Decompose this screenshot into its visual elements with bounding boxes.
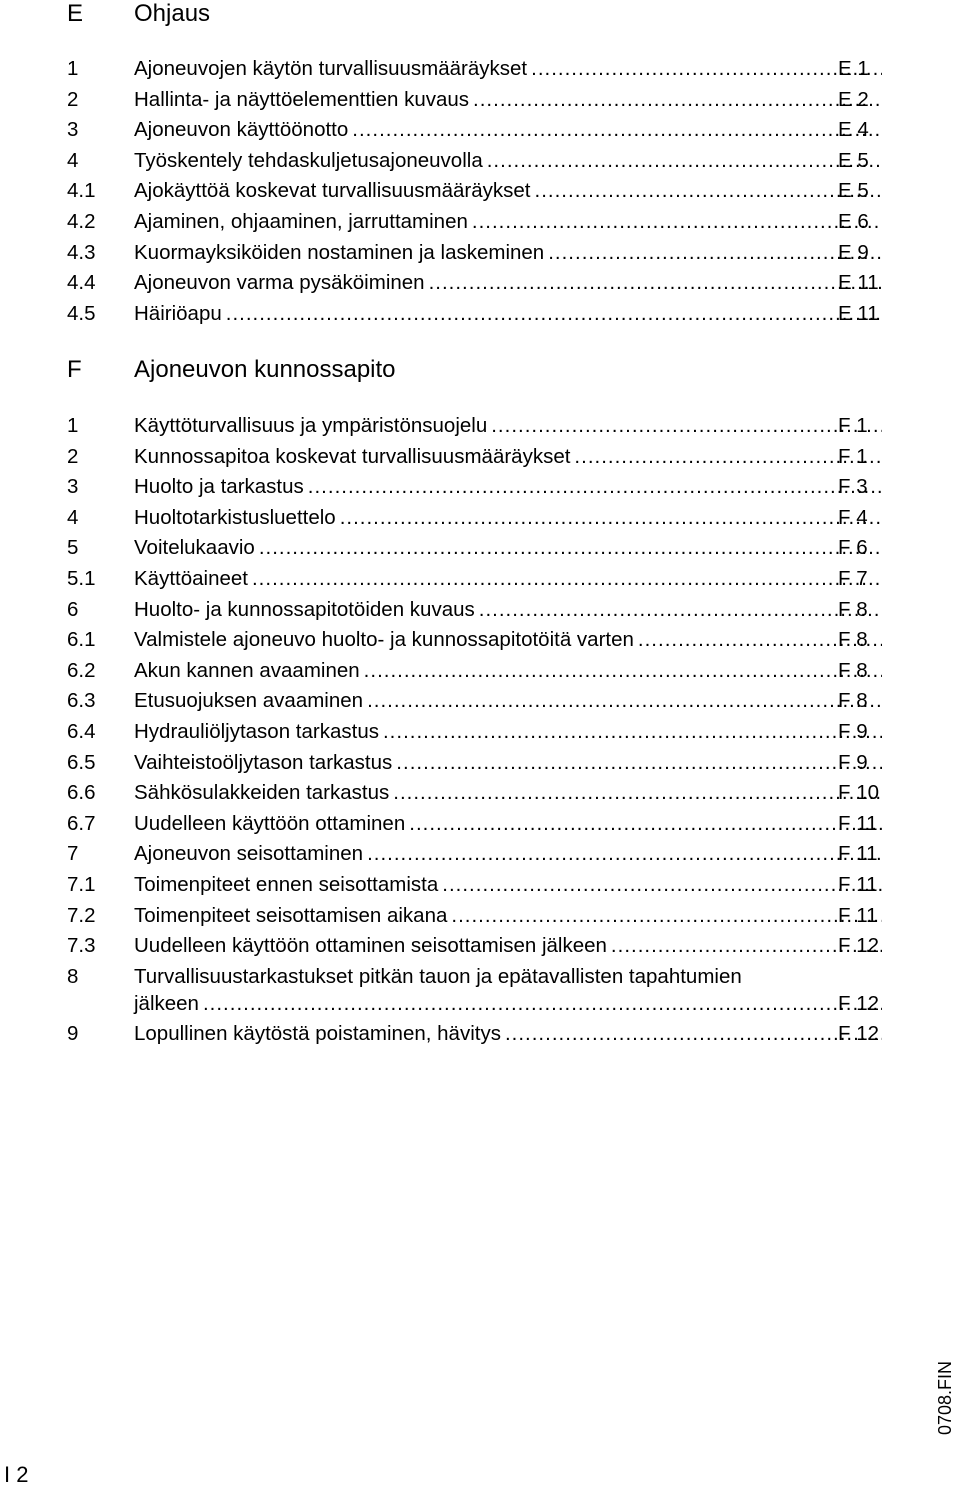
toc-entry-page: E 2 xyxy=(838,87,869,111)
toc-entry-number: 7 xyxy=(67,842,79,866)
toc-entry[interactable] xyxy=(0,533,960,564)
toc-entry-line xyxy=(134,533,884,564)
toc-entry-number: 4 xyxy=(67,148,79,172)
toc-entry-number: 6.1 xyxy=(67,628,96,652)
toc-entry-line xyxy=(134,207,884,238)
toc-entry-page: E 6 xyxy=(838,209,869,233)
toc-entry-title: Uudelleen käyttöön ottaminen xyxy=(134,811,406,835)
toc-entry[interactable] xyxy=(0,299,960,330)
toc-entry-page: F 1 xyxy=(838,414,868,437)
toc-entry-line xyxy=(134,268,884,299)
toc-entry[interactable] xyxy=(0,85,960,116)
toc-entry-page: F 8 xyxy=(838,597,868,621)
toc-entry-page: F 11 xyxy=(838,872,878,896)
dot-leader xyxy=(203,989,882,1020)
toc-entry-number: 4.2 xyxy=(67,209,96,233)
toc-entry[interactable] xyxy=(0,870,960,901)
toc-entry[interactable] xyxy=(0,411,960,442)
toc-entry-page: E 5 xyxy=(838,179,869,203)
toc-entry-line xyxy=(134,1019,884,1050)
toc-entry-line xyxy=(134,503,884,534)
dot-leader xyxy=(352,115,882,146)
toc-entry-line xyxy=(134,989,884,1020)
toc-entry-line xyxy=(134,839,884,870)
toc-entry-page: F 10 xyxy=(838,781,880,805)
toc-entry[interactable] xyxy=(0,748,960,779)
toc-entry[interactable] xyxy=(0,717,960,748)
toc-entry[interactable] xyxy=(0,686,960,717)
toc-entry-title: Turvallisuustarkastukset pitkän tauon ja epätavallisten tapahtumien xyxy=(134,964,742,988)
toc-entry-number: 4.1 xyxy=(67,179,96,203)
dot-leader xyxy=(226,299,882,330)
dot-leader xyxy=(383,717,882,748)
toc-entry-number: 6.5 xyxy=(67,750,96,774)
toc-entry-line xyxy=(134,146,884,177)
section-title: Ohjaus xyxy=(134,0,211,27)
dot-leader xyxy=(396,748,882,779)
toc-entry-number: 4.4 xyxy=(67,271,96,295)
toc-entry-number: 6.7 xyxy=(67,811,96,835)
dot-leader xyxy=(409,809,882,840)
dot-leader xyxy=(505,1019,882,1050)
toc-entry-number: 3 xyxy=(67,475,79,499)
toc-entry-page: F 4 xyxy=(838,505,868,529)
toc-entry[interactable] xyxy=(0,839,960,870)
section-title: Ajoneuvon kunnossapito xyxy=(134,356,396,383)
toc-entry-title: Hydrauliöljytason tarkastus xyxy=(134,719,379,743)
toc-entry-line xyxy=(134,238,884,269)
toc-entry-line xyxy=(134,625,884,656)
toc-entry-page: F 11 xyxy=(838,811,878,835)
document-code: 0708.FIN xyxy=(935,1360,955,1436)
dot-leader xyxy=(252,564,882,595)
toc-entry[interactable] xyxy=(0,503,960,534)
toc-entry-title: Ajoneuvon varma pysäköiminen xyxy=(134,271,425,295)
dot-leader xyxy=(548,238,882,269)
toc-entry-page: E 1 xyxy=(838,57,869,80)
toc-entry-number: 7.3 xyxy=(67,934,96,958)
section-letter: E xyxy=(67,0,84,27)
toc-entry[interactable] xyxy=(0,931,960,962)
toc-entry-title: Häiriöapu xyxy=(134,301,222,325)
toc-entry-line xyxy=(134,748,884,779)
toc-entry-number: 3 xyxy=(67,118,79,142)
toc-entry-title: Ajokäyttöä koskevat turvallisuusmääräykset xyxy=(134,179,531,203)
toc-entry-number: 9 xyxy=(67,1021,79,1045)
section-f-heading xyxy=(0,356,960,396)
toc-entry-line xyxy=(134,54,884,85)
toc-entry-line xyxy=(134,686,884,717)
toc-entry-title: Käyttöturvallisuus ja ympäristönsuojelu xyxy=(134,414,488,437)
toc-entry-line xyxy=(134,564,884,595)
toc-list-f xyxy=(0,411,960,1049)
toc-entry-title: Huolto- ja kunnossapitotöiden kuvaus xyxy=(134,597,475,621)
toc-entry-number: 5 xyxy=(67,536,79,560)
toc-entry[interactable] xyxy=(0,625,960,656)
toc-entry-title: Voitelukaavio xyxy=(134,536,255,560)
dot-leader xyxy=(364,656,882,687)
toc-entry-title: Sähkösulakkeiden tarkastus xyxy=(134,781,390,805)
dot-leader xyxy=(479,595,882,626)
toc-entry-line xyxy=(134,115,884,146)
toc-entry-line xyxy=(134,931,884,962)
toc-entry-page: E 4 xyxy=(838,118,869,142)
dot-leader xyxy=(451,901,882,932)
toc-entry[interactable] xyxy=(0,564,960,595)
toc-entry-number: 6 xyxy=(67,597,79,621)
toc-entry-page: F 11 xyxy=(838,903,878,927)
toc-entry-line xyxy=(134,472,884,503)
toc-entry-line xyxy=(134,809,884,840)
section-letter: F xyxy=(67,356,82,383)
toc-entry[interactable] xyxy=(0,115,960,146)
toc-entry-title: Akun kannen avaaminen xyxy=(134,658,360,682)
section-e-heading xyxy=(0,0,960,40)
dot-leader xyxy=(531,54,882,85)
toc-entry-number: 6.3 xyxy=(67,689,96,713)
toc-entry-title: Hallinta- ja näyttöelementtien kuvaus xyxy=(134,87,470,111)
toc-entry-title: Huoltotarkistusluettelo xyxy=(134,505,336,529)
dot-leader xyxy=(429,268,882,299)
toc-entry[interactable] xyxy=(0,778,960,809)
toc-entry-line xyxy=(134,595,884,626)
dot-leader xyxy=(340,503,882,534)
toc-entry[interactable] xyxy=(0,268,960,299)
dot-leader xyxy=(393,778,882,809)
toc-entry-title: Toimenpiteet ennen seisottamista xyxy=(134,872,439,896)
toc-entry-line xyxy=(134,411,884,442)
toc-entry-title: Kunnossapitoa koskevat turvallisuusmääräykset xyxy=(134,444,571,468)
toc-entry-page: F 9 xyxy=(838,719,868,743)
toc-entry-line xyxy=(134,442,884,473)
dot-leader xyxy=(473,85,882,116)
toc-entry-title: Toimenpiteet seisottamisen aikana xyxy=(134,903,448,927)
toc-entry[interactable] xyxy=(0,901,960,932)
toc-entry-line xyxy=(134,901,884,932)
toc-entry-title: Lopullinen käytöstä poistaminen, hävitys xyxy=(134,1021,501,1045)
toc-entry[interactable] xyxy=(0,146,960,177)
toc-entry-title: Uudelleen käyttöön ottaminen seisottamisen jälkeen xyxy=(134,934,607,958)
toc-entry-number: 8 xyxy=(67,964,79,988)
toc-entry-number: 1 xyxy=(67,57,79,80)
toc-entry[interactable] xyxy=(0,1019,960,1050)
toc-entry-number: 6.6 xyxy=(67,781,96,805)
toc-entry-page: F 12 xyxy=(838,1021,880,1045)
toc-entry-page: E 9 xyxy=(838,240,869,264)
dot-leader xyxy=(259,533,882,564)
toc-entry[interactable] xyxy=(0,54,960,85)
toc-entry-title-continued: jälkeen xyxy=(134,991,199,1015)
toc-entry-number: 6.2 xyxy=(67,658,96,682)
toc-entry-title: Valmistele ajoneuvo huolto- ja kunnossapitotöitä varten xyxy=(134,628,634,652)
toc-entry-page: F 7 xyxy=(838,566,868,590)
toc-entry-page: F 8 xyxy=(838,628,868,652)
toc-entry-page: E 11 xyxy=(838,271,879,295)
toc-entry-page: F 8 xyxy=(838,689,868,713)
toc-entry[interactable] xyxy=(0,207,960,238)
toc-entry-title: Työskentely tehdaskuljetusajoneuvolla xyxy=(134,148,483,172)
toc-entry-page: E 5 xyxy=(838,148,869,172)
dot-leader xyxy=(367,686,882,717)
toc-entry-line xyxy=(134,656,884,687)
toc-entry-number: 4.3 xyxy=(67,240,96,264)
toc-entry-page: F 1 xyxy=(838,444,868,468)
toc-entry[interactable] xyxy=(0,238,960,269)
toc-list-e xyxy=(0,54,960,329)
toc-entry[interactable] xyxy=(0,176,960,207)
dot-leader xyxy=(367,839,882,870)
toc-entry-page: F 12 xyxy=(838,934,880,958)
toc-entry-page: E 11 xyxy=(838,301,879,325)
toc-entry-title: Huolto ja tarkastus xyxy=(134,475,304,499)
toc-entry-number: 5.1 xyxy=(67,566,96,590)
dot-leader xyxy=(442,870,882,901)
toc-entry[interactable] xyxy=(0,656,960,687)
toc-entry-number: 2 xyxy=(67,444,79,468)
toc-entry-number: 1 xyxy=(67,414,79,437)
toc-entry-title: Ajaminen, ohjaaminen, jarruttaminen xyxy=(134,209,468,233)
dot-leader xyxy=(491,411,882,442)
page-number: I 2 xyxy=(4,1462,29,1487)
toc-entry-number: 2 xyxy=(67,87,79,111)
toc-entry[interactable] xyxy=(0,442,960,473)
dot-leader xyxy=(487,146,882,177)
toc-entry[interactable] xyxy=(0,962,960,1019)
dot-leader xyxy=(574,442,882,473)
toc-entry-title: Kuormayksiköiden nostaminen ja laskeminen xyxy=(134,240,545,264)
toc-entry-line xyxy=(134,778,884,809)
toc-entry-number: 6.4 xyxy=(67,719,96,743)
toc-entry-title: Käyttöaineet xyxy=(134,566,248,590)
toc-entry-number: 7.1 xyxy=(67,872,96,896)
toc-entry-title: Vaihteistoöljytason tarkastus xyxy=(134,750,393,774)
toc-entry-page: F 6 xyxy=(838,536,868,560)
dot-leader xyxy=(472,207,882,238)
toc-entry-title: Ajoneuvojen käytön turvallisuusmääräykset xyxy=(134,57,528,80)
toc-entry[interactable] xyxy=(0,809,960,840)
toc-entry-title: Etusuojuksen avaaminen xyxy=(134,689,364,713)
toc-entry-line xyxy=(134,85,884,116)
dot-leader xyxy=(308,472,882,503)
toc-entry-line xyxy=(134,176,884,207)
toc-entry-title: Ajoneuvon käyttöönotto xyxy=(134,118,349,142)
toc-entry-line xyxy=(134,870,884,901)
toc-entry-page: F 11 xyxy=(838,842,878,866)
toc-entry-number: 4.5 xyxy=(67,301,96,325)
toc-entry-page: F 8 xyxy=(838,658,868,682)
toc-entry[interactable] xyxy=(0,472,960,503)
toc-entry-line xyxy=(134,299,884,330)
toc-entry-number: 7.2 xyxy=(67,903,96,927)
toc-entry-page: F 9 xyxy=(838,750,868,774)
toc-entry[interactable] xyxy=(0,595,960,626)
toc-entry-number: 4 xyxy=(67,505,79,529)
toc-entry-page: F 12 xyxy=(838,991,880,1015)
toc-entry-title: Ajoneuvon seisottaminen xyxy=(134,842,364,866)
toc-entry-line xyxy=(134,717,884,748)
toc-entry-page: F 3 xyxy=(838,475,868,499)
dot-leader xyxy=(535,176,882,207)
